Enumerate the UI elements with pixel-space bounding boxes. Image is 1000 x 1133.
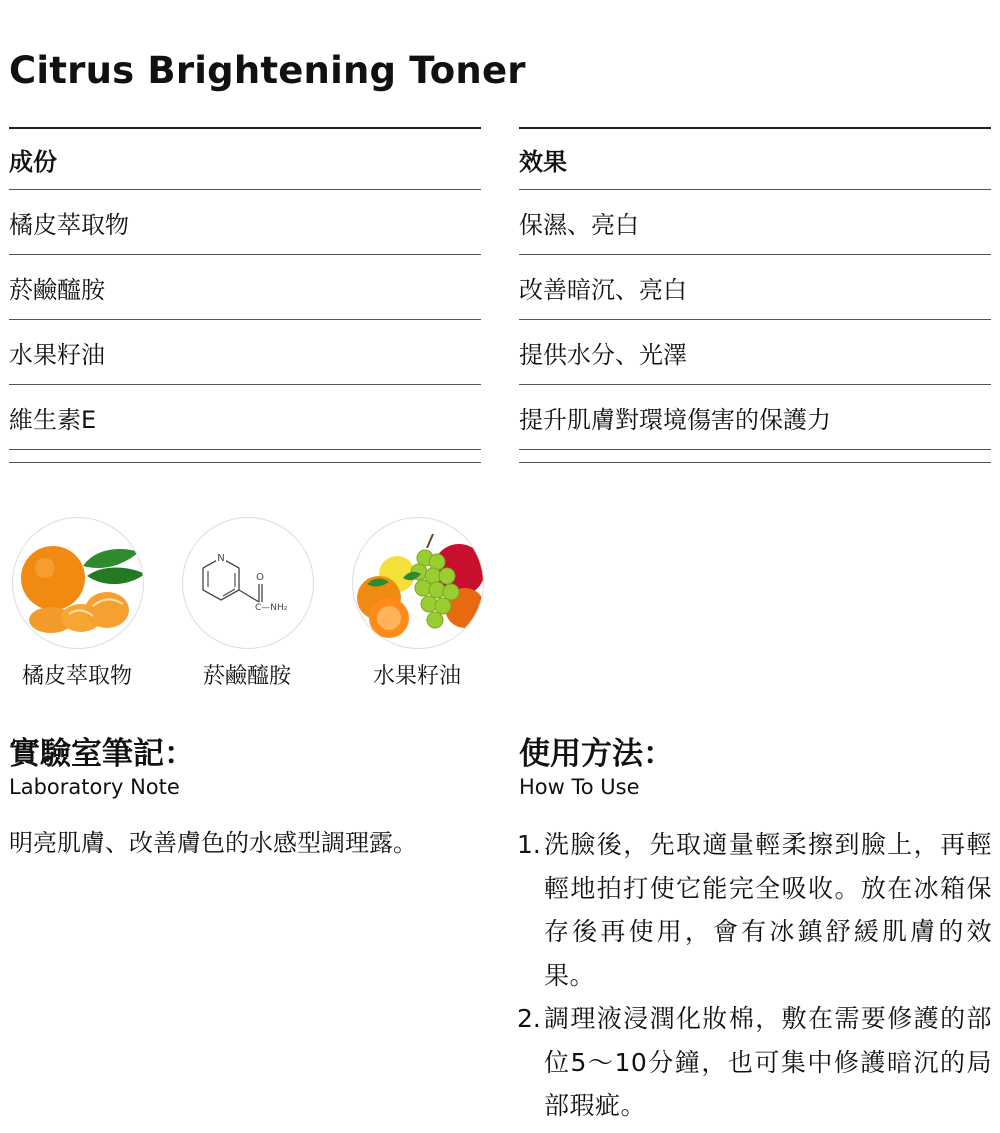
step-number: 1.	[517, 830, 541, 859]
effect-row: 保濕、亮白	[519, 190, 991, 255]
list-item	[517, 823, 992, 997]
image-caption: 水果籽油	[372, 664, 461, 689]
image-caption: 菸鹼醯胺	[202, 664, 291, 689]
how-to-use-title: 使用方法：	[519, 736, 674, 772]
effect-row: 提供水分、光澤	[519, 320, 991, 385]
lab-note-text: 明亮肌膚、改善膚色的水感型調理露。	[9, 829, 417, 857]
image-caption: 橘皮萃取物	[21, 664, 132, 689]
how-to-use-subtitle: How To Use	[519, 775, 640, 799]
ingredient-row: 橘皮萃取物	[9, 190, 481, 255]
ingredient-row: 維生素E	[9, 385, 481, 450]
page-title: Citrus Brightening Toner	[9, 49, 526, 92]
amide-label: C—NH₂	[255, 603, 288, 613]
ring-nitrogen-label: N	[217, 553, 225, 564]
lab-note-title: 實驗室筆記：	[9, 736, 195, 772]
effect-row: 改善暗沉、亮白	[519, 255, 991, 320]
step-number: 2.	[517, 1004, 541, 1033]
table-end-divider	[9, 450, 481, 463]
step-text: 洗臉後，先取適量輕柔擦到臉上，再輕輕地拍打使它能完全吸收。放在冰箱保存後再使用，會有冰鎮舒緩肌膚的效果。	[544, 830, 992, 990]
oxygen-label: O	[256, 572, 264, 583]
list-item	[517, 997, 992, 1128]
effects-table	[519, 127, 991, 463]
effects-header: 效果	[519, 127, 991, 190]
table-end-divider	[519, 450, 991, 463]
ingredients-header: 成份	[9, 127, 481, 190]
ingredient-row: 菸鹼醯胺	[9, 255, 481, 320]
how-to-use-steps	[517, 823, 992, 1128]
fruit-assortment-photo-icon	[352, 517, 484, 649]
niacinamide-structure-icon	[182, 517, 314, 649]
lab-note-subtitle: Laboratory Note	[9, 775, 180, 799]
step-text: 調理液浸潤化妝棉，敷在需要修護的部位5～10分鐘，也可集中修護暗沉的局部瑕疵。	[544, 1004, 992, 1120]
tangerine-photo-icon	[12, 517, 144, 649]
ingredients-table	[9, 127, 481, 463]
ingredient-row: 水果籽油	[9, 320, 481, 385]
effect-row: 提升肌膚對環境傷害的保護力	[519, 385, 991, 450]
